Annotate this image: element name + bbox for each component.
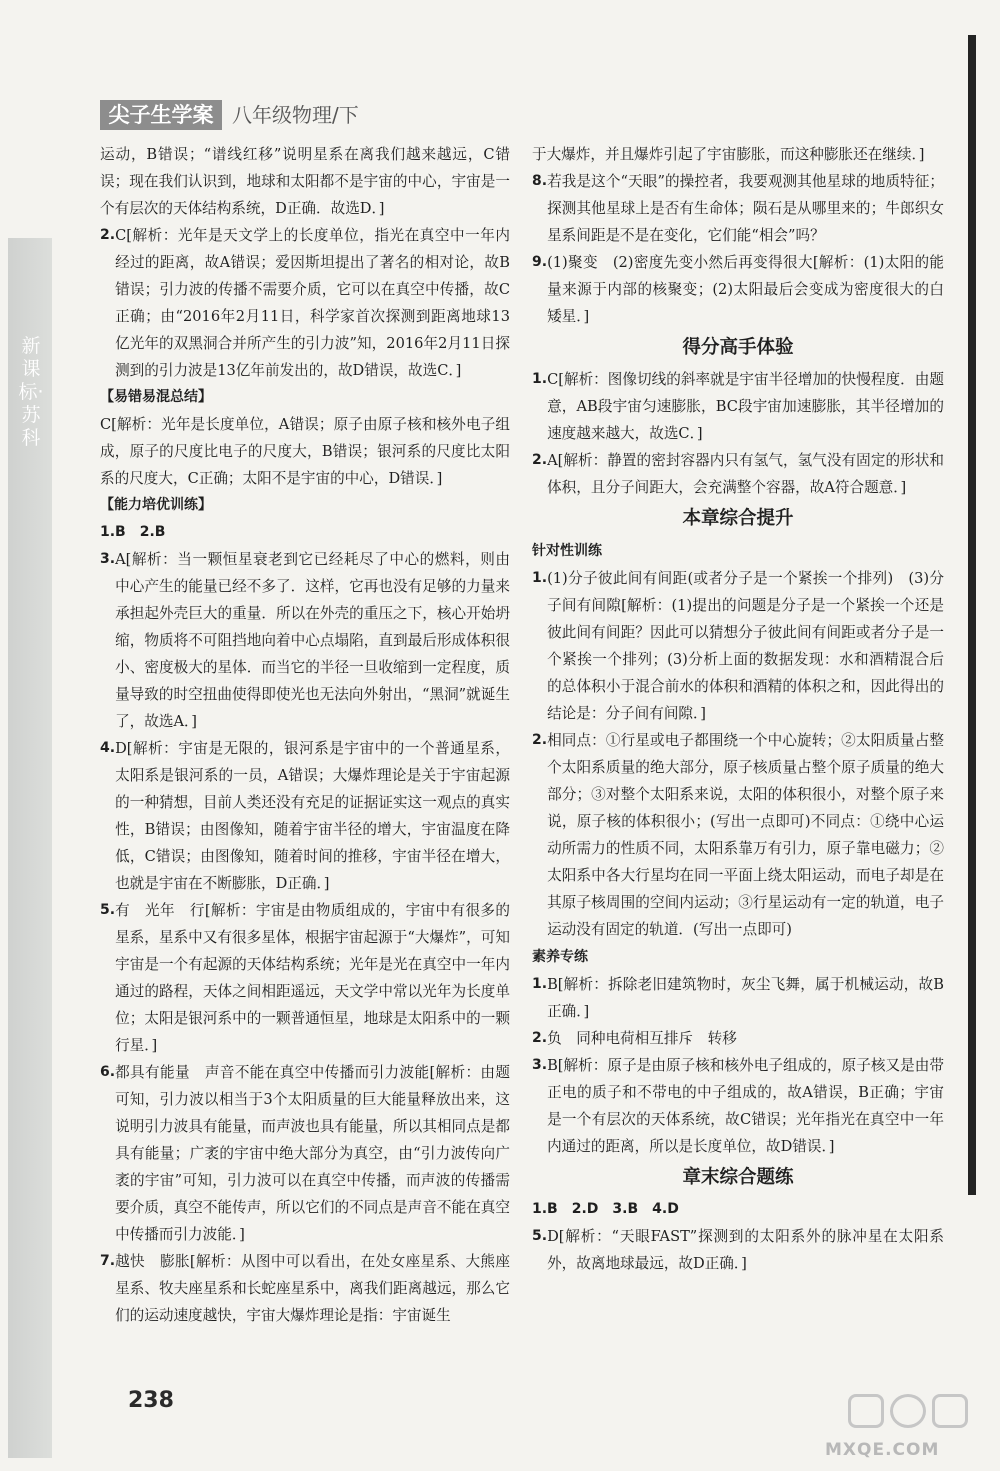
item-number: 8. (532, 173, 548, 189)
answer-item (532, 1025, 944, 1052)
item-number: 1. (532, 371, 548, 387)
item-text: B[解析：原子是由原子核和核外电子组成的，原子核又是由带正电的质子和不带电的中子组成的，故A错误，B正确；宇宙是一个有层次的天体系统，故C错误；光年指光在真空中一年内通过的距离，所以是长度单位，故D错误．] (547, 1057, 944, 1155)
paragraph-continued: 运动，B错误；“谱线红移”说明星系在离我们越来越远，C错误；现在我们认识到，地球和太阳都不是宇宙的中心，宇宙是一个有层次的天体结构系统，D正确．故选D．] (100, 146, 510, 217)
answer-item (532, 971, 944, 1025)
answer-item (532, 249, 944, 330)
item-text: B[解析：拆除老旧建筑物时，灰尘飞舞，属于机械运动，故B正确．] (547, 976, 944, 1020)
answer-item (532, 1052, 944, 1160)
item-text: (1)聚变 (2)密度先变小然后再变得很大[解析：(1)太阳的能量来源于内部的核聚变；(2)太阳最后会变成为密度很大的白矮星．] (547, 254, 944, 325)
item-number: 1. (532, 570, 548, 586)
item-number: 2. (532, 1030, 548, 1046)
item-number: 2. (532, 732, 548, 748)
paragraph-continued: 于大爆炸，并且爆炸引起了宇宙膨胀，而这种膨胀还在继续．] (532, 146, 925, 163)
item-number: 2. (532, 452, 548, 468)
page-edge-line (968, 35, 976, 1195)
item-text: 越快 膨胀[解析：从图中可以看出，在处女座星系、大熊座星系、牧夫座星系和长蛇座星系中，离我们距离越远，那么它们的运动速度越快，宇宙大爆炸理论是指：宇宙诞生 (115, 1253, 510, 1324)
answer-short: 1.B 2.D 3.B 4.D (532, 1201, 679, 1217)
item-text: D[解析：“天眼FAST”探测到的太阳系外的脉冲星在太阳系外，故离地球最远，故D正确．] (547, 1228, 944, 1272)
brand-title: 尖子生学案 (100, 100, 222, 130)
book-subtitle: 八年级物理/下 (232, 103, 359, 127)
section-heading: 本章综合提升 (682, 508, 794, 529)
answer-item (532, 168, 944, 249)
item-text: 若我是这个“天眼”的操控者，我要观测其他星球的地质特征；探测其他星球上是否有生命体；陨石是从哪里来的；牛郎织女星系间距是不是在变化，它们能“相会”吗？ (547, 173, 944, 244)
item-number: 5. (100, 902, 116, 918)
section-tag: 针对性训练 (532, 543, 602, 559)
watermark-logo-icon (848, 1394, 884, 1428)
item-number: 5. (532, 1228, 548, 1244)
section-heading: 得分高手体验 (682, 337, 794, 358)
watermark-logo-icon (890, 1394, 926, 1428)
section-heading: 章末综合题练 (682, 1167, 794, 1188)
item-text: 都具有能量 声音不能在真空中传播而引力波能[解析：由题可知，引力波以相当于3个太阳质量的巨大能量释放出来，这说明引力波具有能量，而声波也具有能量，所以其相同点是都具有能量；广袤的宇宙中绝大部分为真空，由“引力波传向广袤的宇宙”可知，引力波可以在真空中传播，而声波的传播需要介质，真空不能传声，所以它们的不同点是声音不能在真空中传播而引力波能．] (115, 1064, 510, 1243)
watermark-logo-icon (932, 1394, 968, 1428)
item-text: A[解析：当一颗恒星衰老到它已经耗尽了中心的燃料，则由中心产生的能量已经不多了．这样，它再也没有足够的力量来承担起外壳巨大的重量．所以在外壳的重压之下，核心开始坍缩，物质将不可阻挡地向着中心点塌陷，直到最后形成体积很小、密度极大的星体．而当它的半径一旦收缩到一定程度，质量导致的时空扭曲使得即使光也无法向外射出，“黑洞”就诞生了，故选A．] (115, 551, 510, 730)
answer-item (532, 366, 944, 447)
item-number: 9. (532, 254, 548, 270)
item-number: 3. (532, 1057, 548, 1073)
item-number: 3. (100, 551, 116, 567)
item-text: 有 光年 行[解析：宇宙是由物质组成的，宇宙中有很多的星系，星系中又有很多星体，根据宇宙起源于“大爆炸”，可知宇宙是一个有起源的天体结构系统；光年是光在真空中一年内通过的路程，天体之间相距遥远，天文学中常以光年为长度单位；太阳是银河系中的一颗普通恒星，地球是太阳系中的一颗行星．] (115, 902, 510, 1054)
item-number: 4. (100, 740, 116, 756)
answer-item (100, 1059, 510, 1248)
item-text: 负 同种电荷相互排斥 转移 (547, 1030, 737, 1047)
item-text: C[解析：图像切线的斜率就是宇宙半径增加的快慢程度．由题意，AB段宇宙匀速膨胀，BC段宇宙加速膨胀，其半径增加的速度越来越大，故选C．] (547, 371, 944, 442)
answer-item (100, 735, 510, 897)
answer-item (532, 1223, 944, 1277)
item-number: 6. (100, 1064, 116, 1080)
section-tag: 【能力培优训练】 (100, 497, 212, 513)
answer-item (100, 222, 510, 384)
answer-item (532, 727, 944, 943)
left-column (100, 141, 510, 1329)
item-text: D[解析：宇宙是无限的，银河系是宇宙中的一个普通星系，太阳系是银河系的一员，A错误；大爆炸理论是关于宇宙起源的一种猜想，目前人类还没有充足的证据证实这一观点的真实性，B错误；由图像知，随着宇宙半径的增大，宇宙温度在降低，C错误；由图像知，随着时间的推移，宇宙半径在增大，也就是宇宙在不断膨胀，D正确．] (115, 740, 510, 892)
answer-item (100, 1248, 510, 1329)
item-text: C[解析：光年是天文学上的长度单位，指光在真空中一年内经过的距离，故A错误；爱因斯坦提出了著名的相对论，故B错误；引力波的传播不需要介质，它可以在真空中传播，故C正确；由“2016年2月11日，科学家首次探测到距离地球13亿光年的双黑洞合并所产生的引力波”知，2016年2月11日探测到的引力波是13亿年前发出的，故D错误，故选C．] (115, 227, 510, 379)
page-number: 238 (128, 1388, 174, 1413)
section-tag: 素养专练 (532, 949, 588, 965)
answer-short: 1.B 2.B (100, 524, 166, 540)
paragraph: C[解析：光年是长度单位，A错误；原子由原子核和核外电子组成，原子的尺度比电子的尺度大，B错误；银河系的尺度比太阳系的尺度大，C正确；太阳不是宇宙的中心，D错误．] (100, 416, 510, 487)
item-number: 2. (100, 227, 116, 243)
answer-item (532, 565, 944, 727)
answer-item (532, 447, 944, 501)
sidebar-tag: 新课标·苏科 (18, 335, 44, 449)
item-text: (1)分子彼此间有间距(或者分子是一个紧挨一个排列) (3)分子间有间隙[解析：(1)提出的问题是分子是一个紧挨一个还是彼此间有间距？因此可以猜想分子彼此间有间距或者分子是一个紧挨一个排列；(3)分析上面的数据发现：水和酒精混合后的总体积小于混合前水的体积和酒精的体积之和，因此得出的结论是：分子间有间隙．] (547, 570, 944, 722)
answer-item (100, 897, 510, 1059)
item-number: 7. (100, 1253, 116, 1269)
item-text: 相同点：①行星或电子都围绕一个中心旋转；②太阳质量占整个太阳系质量的绝大部分，原子核质量占整个原子质量的绝大部分；③对整个太阳系来说，太阳的体积很小，对整个原子来说，原子核的体积很小；(写出一点即可)不同点：①绕中心运动所需力的性质不同，太阳系靠万有引力，原子靠电磁力；②太阳系中各大行星均在同一平面上绕太阳运动，而电子却是在其原子核周围的空间内运动；③行星运动有一定的轨道，电子运动没有固定的轨道．(写出一点即可) (547, 732, 944, 938)
watermark-text: MXQE.COM (825, 1440, 940, 1460)
right-column (532, 141, 944, 1277)
section-tag: 【易错易混总结】 (100, 389, 212, 405)
item-number: 1. (532, 976, 548, 992)
item-text: A[解析：静置的密封容器内只有氢气，氢气没有固定的形状和体积，且分子间距大，会充满整个容器，故A符合题意．] (547, 452, 944, 496)
answer-item (100, 546, 510, 735)
